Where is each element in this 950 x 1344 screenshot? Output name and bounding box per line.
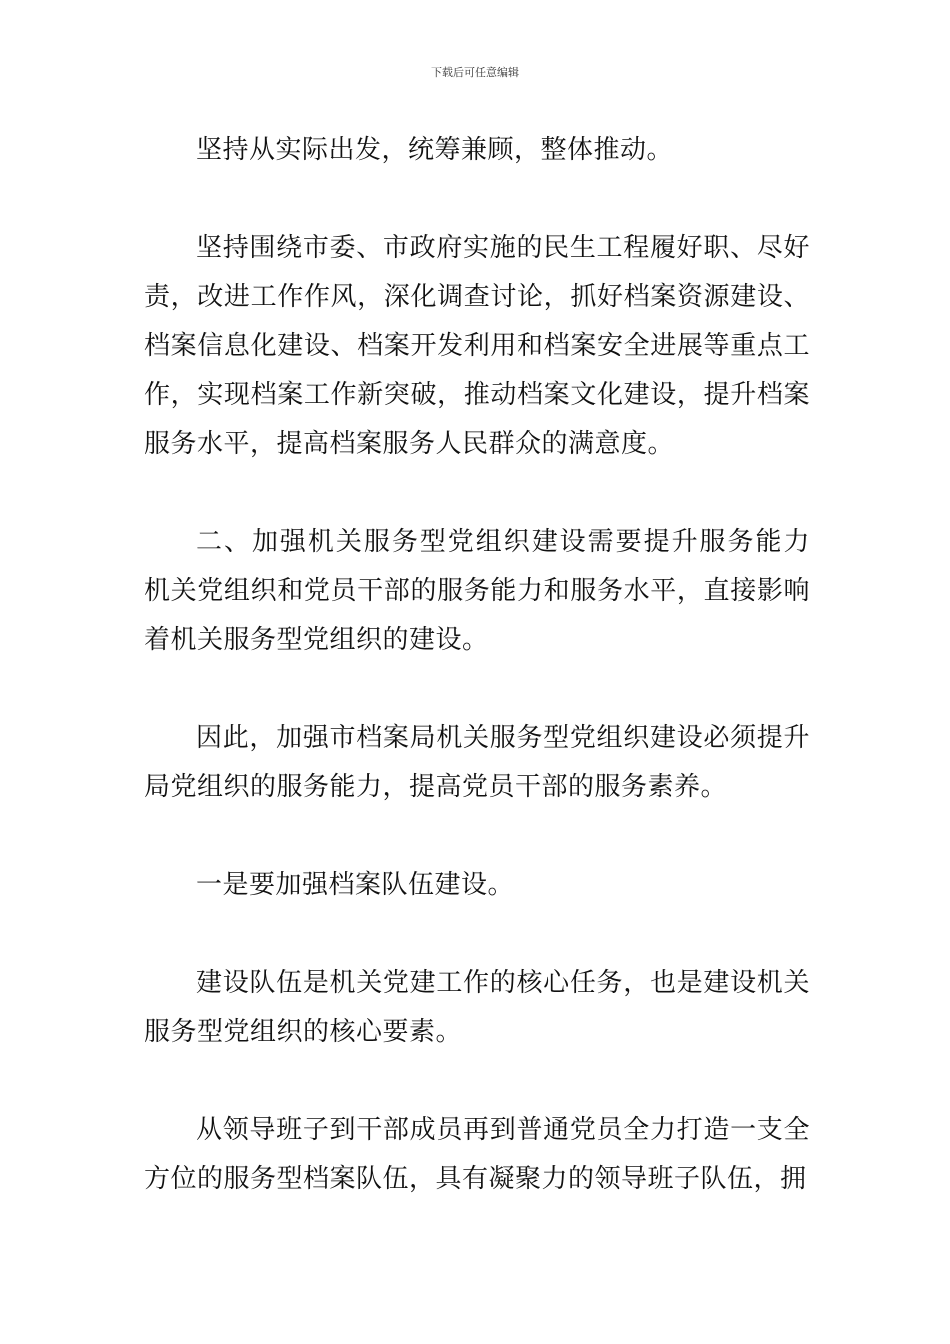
document-body: [144, 126, 810, 1204]
paragraph-1: 坚持从实际出发，统筹兼顾，整体推动。: [196, 135, 674, 165]
paragraph-5: 一是要加强档案队伍建设。: [196, 870, 515, 900]
paragraph-7: 从领导班子到干部成员再到普通党员全力打造一支全方位的服务型档案队伍，具有凝聚力的领导班子队伍，拥: [144, 1115, 810, 1194]
paragraph-4: 因此，加强市档案局机关服务型党组织建设必须提升局党组织的服务能力，提高党员干部的服务素养。: [144, 723, 810, 802]
paragraph-3: 二、加强机关服务型党组织建设需要提升服务能力 机关党组织和党员干部的服务能力和服务水平，直接影响着机关服务型党组织的建设。: [144, 527, 810, 655]
paragraph-2: 坚持围绕市委、市政府实施的民生工程履好职、尽好责，改进工作作风，深化调查讨论，抓好档案资源建设、档案信息化建设、档案开发利用和档案安全进展等重点工作，实现档案工作新突破，推动档案文化建设，提升档案服务水平，提高档案服务人民群众的满意度。: [144, 233, 810, 459]
paragraph-6: 建设队伍是机关党建工作的核心任务，也是建设机关服务型党组织的核心要素。: [144, 968, 810, 1047]
page-header-note: 下载后可任意编辑: [431, 66, 519, 79]
